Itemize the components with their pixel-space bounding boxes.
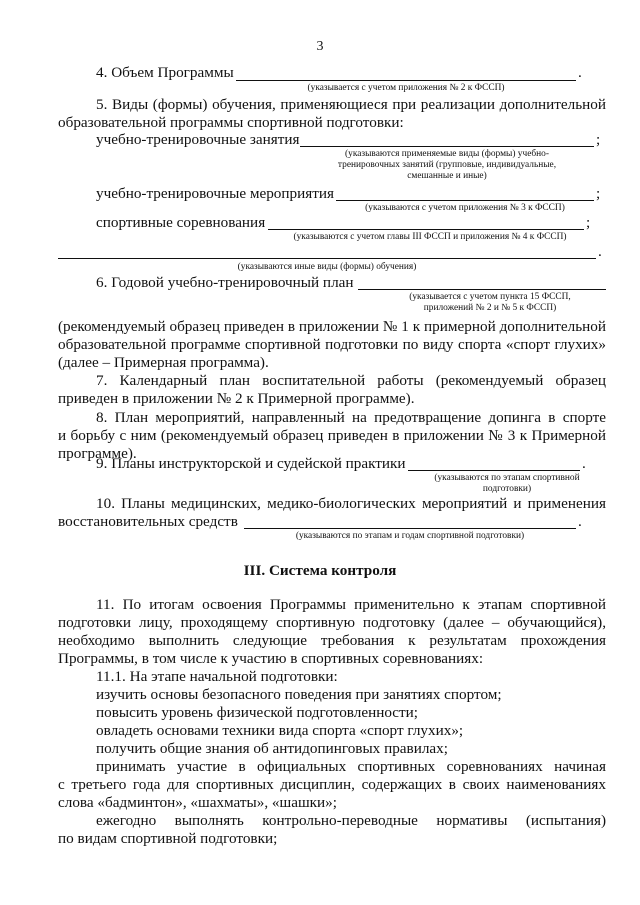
item6-continuation-3: (далее – Примерная программа). bbox=[58, 354, 269, 371]
item4-note: (указывается с учетом приложения № 2 к ФССП) bbox=[307, 83, 505, 93]
competitions-note: (указываются с учетом главы III ФССП и приложения № 4 к ФССП) bbox=[293, 232, 567, 242]
item8-line2: и борьбу с ним (рекомендуемый образец приведен в приложении № 3 к Примерной bbox=[58, 427, 606, 444]
training-sessions-note-3: смешанные и иные) bbox=[407, 171, 487, 181]
item6-continuation-2: образовательной программе спортивной подготовки по виду спорта «спорт глухих» bbox=[58, 336, 606, 353]
other-forms-fill-line bbox=[58, 258, 596, 259]
competitions-fill-line bbox=[268, 229, 584, 230]
p11-1: 11.1. На этапе начальной подготовки: bbox=[96, 668, 338, 685]
compete-line3: слова «бадминтон», «шахматы», «шашки»; bbox=[58, 794, 337, 811]
competitions-label: спортивные соревнования bbox=[96, 214, 266, 231]
item5-line2: образовательной программы спортивной подготовки: bbox=[58, 114, 404, 131]
section-heading: III. Система контроля bbox=[243, 562, 397, 579]
item6-note-1: (указывается с учетом пункта 15 ФССП, bbox=[409, 292, 571, 302]
item10-note: (указываются по этапам и годам спортивной подготовки) bbox=[295, 531, 525, 541]
item9-label: 9. Планы инструкторской и судейской практики bbox=[96, 455, 406, 472]
item8-line1: 8. План мероприятий, направленный на предотвращение допинга в спорте bbox=[96, 409, 606, 426]
item5-line1: 5. Виды (формы) обучения, применяющиеся при реализации дополнительной bbox=[96, 96, 606, 113]
item9-end: . bbox=[582, 455, 586, 472]
compete-line2: с третьего года для спортивных дисциплин, содержащих в своих наименованиях bbox=[58, 776, 606, 793]
item10-fill-line bbox=[244, 528, 576, 529]
p11-line2: подготовки лицу, проходящему спортивную подготовку (далее – обучающийся), bbox=[58, 614, 606, 631]
item6-fill-line bbox=[358, 289, 606, 290]
other-forms-note: (указываются иные виды (формы) обучения) bbox=[237, 262, 417, 272]
list-item-4: получить общие знания об антидопинговых правилах; bbox=[96, 740, 448, 757]
item4-fill-line bbox=[236, 80, 576, 81]
list-item-2: повысить уровень физической подготовленности; bbox=[96, 704, 419, 721]
training-sessions-fill-line bbox=[300, 146, 594, 147]
training-events-fill-line bbox=[336, 200, 594, 201]
item6-note-2: приложений № 2 и № 5 к ФССП) bbox=[423, 303, 557, 313]
item8-line3: программе). bbox=[58, 445, 137, 462]
training-sessions-label: учебно-тренировочные занятия bbox=[96, 131, 300, 148]
item9-note-1: (указываются по этапам спортивной bbox=[434, 473, 580, 483]
item10-line1: 10. Планы медицинских, медико-биологических мероприятий и применения bbox=[96, 495, 606, 512]
compete-line1: принимать участие в официальных спортивных соревнованиях начиная bbox=[96, 758, 606, 775]
page-number: 3 bbox=[316, 39, 324, 54]
yearly-line2: по видам спортивной подготовки; bbox=[58, 830, 278, 847]
training-events-note: (указываются с учетом приложения № 3 к ФССП) bbox=[365, 203, 565, 213]
item6-continuation-1: (рекомендуемый образец приведен в приложении № 1 к примерной дополнительной bbox=[58, 318, 606, 335]
item10-line2: восстановительных средств bbox=[58, 513, 238, 530]
yearly-line1: ежегодно выполнять контрольно-переводные нормативы (испытания) bbox=[96, 812, 606, 829]
other-forms-end: . bbox=[598, 243, 602, 260]
p11-line3: необходимо выполнить следующие требования к результатам прохождения bbox=[58, 632, 606, 649]
training-sessions-note-1: (указываются применяемые виды (формы) учебно- bbox=[345, 149, 549, 159]
training-sessions-note-2: тренировочных занятий (групповые, индивидуальные, bbox=[337, 160, 557, 170]
p11-line4: Программы, в том числе к участию в спортивных соревнованиях: bbox=[58, 650, 484, 667]
item10-end: . bbox=[578, 513, 582, 530]
item9-fill-line bbox=[408, 470, 580, 471]
item4-label: 4. Объем Программы bbox=[96, 64, 234, 81]
item7-line2: приведен в приложении № 2 к Примерной программе). bbox=[58, 390, 415, 407]
list-item-1: изучить основы безопасного поведения при занятиях спортом; bbox=[96, 686, 502, 703]
item7-line1: 7. Календарный план воспитательной работы (рекомендуемый образец bbox=[96, 372, 606, 389]
training-sessions-end: ; bbox=[596, 131, 601, 148]
competitions-end: ; bbox=[586, 214, 591, 231]
item9-note-2: подготовки) bbox=[482, 484, 532, 494]
item6-label: 6. Годовой учебно-тренировочный план bbox=[96, 274, 354, 291]
item4-end: . bbox=[578, 64, 582, 81]
training-events-end: ; bbox=[596, 185, 601, 202]
p11-line1: 11. По итогам освоения Программы применительно к этапам спортивной bbox=[96, 596, 606, 613]
training-events-label: учебно-тренировочные мероприятия bbox=[96, 185, 334, 202]
list-item-3: овладеть основами техники вида спорта «спорт глухих»; bbox=[96, 722, 464, 739]
